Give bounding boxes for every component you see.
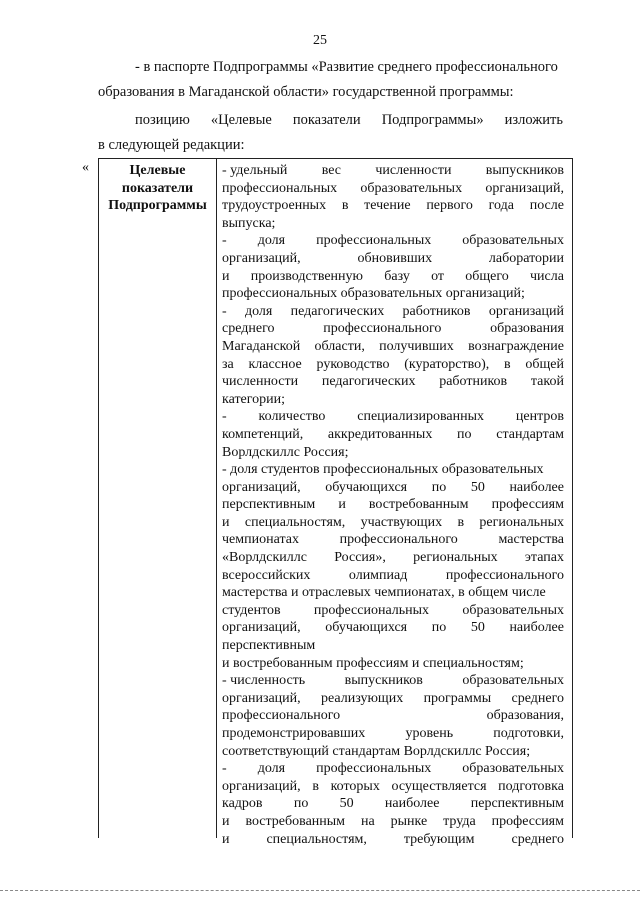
- table-text-word: по: [457, 426, 472, 442]
- table-text-line: [222, 514, 564, 532]
- table-text-word: профессиям: [491, 813, 564, 829]
- table-text-word: кадров: [222, 796, 263, 812]
- table-text-word: обновивших: [357, 250, 433, 266]
- table-text-word: программы: [423, 690, 492, 706]
- table-text-line: [222, 215, 564, 233]
- table-text-word: организаций: [488, 303, 564, 319]
- table-text-word: образовательных: [462, 233, 564, 249]
- table-text-word: которых: [330, 778, 380, 794]
- table-text-word: 50: [470, 620, 485, 636]
- table-text-line: [222, 637, 564, 655]
- table-text-word: первого: [426, 198, 473, 214]
- table-text-word: численности: [222, 374, 299, 390]
- table-text-word: от: [431, 268, 444, 284]
- table-text-word: труда: [443, 813, 476, 829]
- table-text-word: и: [222, 514, 230, 530]
- table-text-word: образования: [490, 321, 564, 337]
- table-text-line: [222, 813, 564, 831]
- table-text-word: реализующих: [321, 690, 404, 706]
- table-text-word: компетенций,: [222, 426, 304, 442]
- table-text-line: [222, 584, 564, 602]
- table-text-word: профессиональных: [313, 602, 430, 618]
- table-text-word: количество: [258, 409, 326, 425]
- left-header-line: показатели: [121, 180, 194, 196]
- table-text-line: [222, 338, 564, 356]
- table-text-word: производственную: [250, 268, 364, 284]
- table-text-word: численности: [375, 163, 452, 178]
- table-text-word: за: [222, 356, 234, 372]
- table-text-word: и: [222, 831, 230, 847]
- table-text-word: в: [504, 356, 511, 372]
- table-text-word: наиболее: [509, 620, 564, 636]
- table-text-word: центров: [515, 409, 564, 425]
- table-text-line: [222, 285, 564, 303]
- table-text-word: наиболее: [509, 479, 564, 495]
- table-text-word: специальностям,: [266, 831, 367, 847]
- intro-line-2: образования в Магаданской области» государственной программы:: [98, 84, 514, 100]
- table-text-line: [222, 778, 564, 796]
- table-text-line: [222, 250, 564, 268]
- table-text-line: [222, 461, 564, 479]
- table-text-line: [222, 479, 564, 497]
- table-text-line: [222, 831, 564, 849]
- table-text-line: [222, 408, 564, 426]
- table-text-line: [222, 725, 564, 743]
- table-text-word: такой: [530, 374, 564, 390]
- table-text-word: обучающихся: [325, 479, 408, 495]
- table-text-word: в: [457, 514, 465, 530]
- table-text-line: [222, 232, 564, 250]
- table-text-word: - доля студентов профессиональных образовательных: [222, 462, 544, 478]
- table-text-word: перспективным: [470, 796, 564, 812]
- table-text-word: классное: [248, 356, 302, 372]
- table-text-word: специализированных: [357, 409, 485, 425]
- table-text-word: участвующих: [360, 514, 443, 530]
- table-text-word: педагогических: [290, 303, 385, 319]
- table-text-line: [222, 619, 564, 637]
- table-text-word: и: [338, 497, 346, 513]
- table-text-word: организаций,: [222, 479, 301, 495]
- table-text-word: подготовка: [498, 778, 564, 794]
- table-text-word: профессиям: [491, 497, 564, 513]
- table-text-line: [222, 391, 564, 409]
- table-text-word: олимпиад: [348, 567, 408, 583]
- table-text-word: получивших: [379, 338, 454, 354]
- table-text-word: -: [222, 303, 227, 319]
- table-text-word: осуществляется: [391, 778, 487, 794]
- table-text-word: лаборатории: [488, 250, 564, 266]
- table-text-word: организаций,: [222, 690, 301, 706]
- table-text-word: образовательных: [360, 180, 463, 196]
- table-text-word: Ворлдскиллс Россия;: [222, 444, 349, 460]
- table-text-word: требующим: [403, 831, 475, 847]
- table-text-word: после: [529, 198, 564, 214]
- table-text-word: общей: [525, 356, 564, 372]
- table-text-line: [222, 496, 564, 514]
- table-text-word: по: [293, 796, 309, 812]
- table-text-word: 50: [339, 796, 354, 812]
- table-text-word: среднего: [511, 690, 564, 706]
- table-text-word: образования,: [486, 708, 564, 724]
- table-text-word: работников: [402, 303, 471, 319]
- table-text-word: образовательных: [462, 673, 564, 689]
- table-text-word: области,: [314, 338, 365, 354]
- table-text-line: [222, 268, 564, 286]
- table-text-line: [222, 690, 564, 708]
- table-text-word: выпуска;: [222, 215, 276, 231]
- table-text-word: года: [488, 198, 514, 214]
- table-text-line: [222, 549, 564, 567]
- opening-quote-mark: «: [82, 160, 89, 175]
- table-text-word: профессионального: [323, 321, 442, 337]
- table-text-word: вознаграждение: [468, 338, 564, 354]
- table-text-line: [222, 655, 564, 673]
- table-text-word: и: [222, 813, 230, 829]
- table-text-word: профессиональных образовательных организаций;: [222, 286, 525, 302]
- table-text-word: профессиональных: [316, 761, 432, 777]
- table-text-word: «Ворлдскиллс: [222, 550, 307, 566]
- table-text-word: -: [222, 761, 227, 777]
- table-text-word: профессионального: [445, 567, 564, 583]
- table-text-line: [222, 567, 564, 585]
- table-text-line: [222, 162, 564, 180]
- table-text-word: продемонстрировавших: [222, 726, 366, 741]
- intro-line-3: [135, 110, 563, 130]
- table-text-word: рынке: [390, 813, 428, 829]
- table-text-word: профессиональных: [222, 180, 338, 196]
- table-text-line: [222, 531, 564, 549]
- table-text-word: организаций,: [485, 180, 564, 196]
- table-text-line: [222, 426, 564, 444]
- table-text-line: [222, 672, 564, 690]
- table-text-word: течение: [364, 198, 411, 214]
- table-text-word: профессионального: [339, 532, 458, 548]
- table-text-word: стандартам: [496, 426, 564, 442]
- table-text-word: и: [222, 268, 230, 284]
- table-text-word: организаций,: [222, 778, 301, 794]
- table-text-line: [222, 707, 564, 725]
- table-text-line: [222, 743, 564, 761]
- table-text-word: образовательных: [462, 761, 564, 777]
- table-text-word: выпускников: [344, 673, 423, 689]
- table-text-word: студентов: [222, 602, 281, 618]
- table-text-word: мастерства и отраслевых чемпионатах, в общем числе: [222, 585, 546, 601]
- table-text-word: среднего: [222, 321, 275, 337]
- table-text-word: наиболее: [384, 796, 440, 812]
- table-text-line: [222, 356, 564, 374]
- intro-word: «Целевые: [210, 112, 272, 128]
- page-bottom-rule: [0, 890, 640, 891]
- column-divider: [216, 159, 217, 838]
- table-text-word: соответствующий стандартам Ворлдскиллс Россия;: [222, 743, 531, 759]
- table-text-word: профессионального: [222, 708, 341, 724]
- table-text-word: числа: [529, 268, 564, 284]
- table-text-word: по: [431, 479, 447, 495]
- table-text-line: [222, 303, 564, 321]
- table-text-word: и востребованным профессиям и специальностям;: [222, 655, 524, 671]
- table-text-word: образовательных: [462, 602, 564, 618]
- table-text-word: -: [222, 409, 227, 425]
- table-text-word: в: [341, 198, 349, 214]
- table-text-word: всероссийских: [222, 567, 311, 583]
- table-text-word: на: [360, 813, 375, 829]
- intro-word: изложить: [504, 112, 563, 128]
- table-text-word: востребованным: [245, 813, 346, 829]
- table-text-word: Россия»,: [334, 550, 386, 566]
- table-text-word: обучающихся: [325, 620, 408, 636]
- table-text-word: выпускников: [485, 163, 564, 178]
- table-text-word: доля: [257, 761, 286, 777]
- table-text-word: базу: [384, 268, 410, 284]
- table-text-word: профессиональных: [316, 233, 432, 249]
- table-text-word: подготовки,: [493, 726, 564, 741]
- table-text-word: региональных: [479, 514, 564, 530]
- page-number: 25: [313, 33, 327, 48]
- table-right-content: [222, 162, 564, 848]
- table-text-word: работников: [439, 374, 508, 390]
- table-text-word: Магаданской: [222, 338, 301, 354]
- table-text-line: [222, 760, 564, 778]
- table-text-word: перспективным: [222, 497, 316, 513]
- table-text-word: вес: [321, 163, 342, 178]
- table-text-word: организаций,: [222, 620, 301, 636]
- table-text-word: чемпионатах: [222, 532, 299, 548]
- intro-line-1: - в паспорте Подпрограммы «Развитие среднего профессионального: [135, 59, 558, 75]
- table-text-word: руководство: [316, 356, 390, 372]
- table-text-line: [222, 602, 564, 620]
- table-text-word: (кураторство),: [404, 356, 490, 372]
- table-text-line: [222, 180, 564, 198]
- left-header-line: Целевые: [129, 163, 186, 178]
- table-text-word: организаций,: [222, 250, 301, 266]
- table-text-word: специальностям,: [244, 514, 346, 530]
- left-header-line: Подпрограммы: [108, 198, 207, 213]
- table-text-word: - удельный: [222, 163, 288, 178]
- table-text-word: - численность: [222, 673, 306, 689]
- table-text-word: -: [222, 233, 227, 249]
- intro-word: показатели: [292, 112, 361, 128]
- table-left-header: [99, 162, 216, 215]
- targets-table: [98, 158, 573, 847]
- intro-word: позицию: [135, 112, 190, 128]
- table-text-word: категории;: [222, 391, 286, 407]
- table-text-word: доля: [244, 303, 273, 319]
- table-text-word: общего: [465, 268, 509, 284]
- table-text-word: в: [312, 778, 319, 794]
- table-text-line: [222, 795, 564, 813]
- table-text-word: по: [431, 620, 447, 636]
- table-text-word: аккредитованных: [327, 426, 433, 442]
- table-text-word: доля: [257, 233, 286, 249]
- table-text-word: 50: [470, 479, 485, 495]
- intro-word: Подпрограммы»: [381, 112, 484, 128]
- table-text-word: мастерства: [498, 532, 564, 548]
- table-text-word: региональных: [413, 550, 498, 566]
- table-text-word: среднего: [511, 831, 564, 847]
- table-text-line: [222, 373, 564, 391]
- table-text-word: трудоустроенных: [222, 198, 327, 214]
- table-text-word: этапах: [524, 550, 564, 566]
- intro-line-4: в следующей редакции:: [98, 137, 245, 153]
- table-text-word: уровень: [405, 726, 454, 741]
- table-text-line: [222, 444, 564, 462]
- table-text-line: [222, 197, 564, 215]
- table-text-word: перспективным: [222, 638, 316, 654]
- table-text-line: [222, 320, 564, 338]
- table-text-word: педагогических: [321, 374, 416, 390]
- table-text-word: востребованным: [368, 497, 469, 513]
